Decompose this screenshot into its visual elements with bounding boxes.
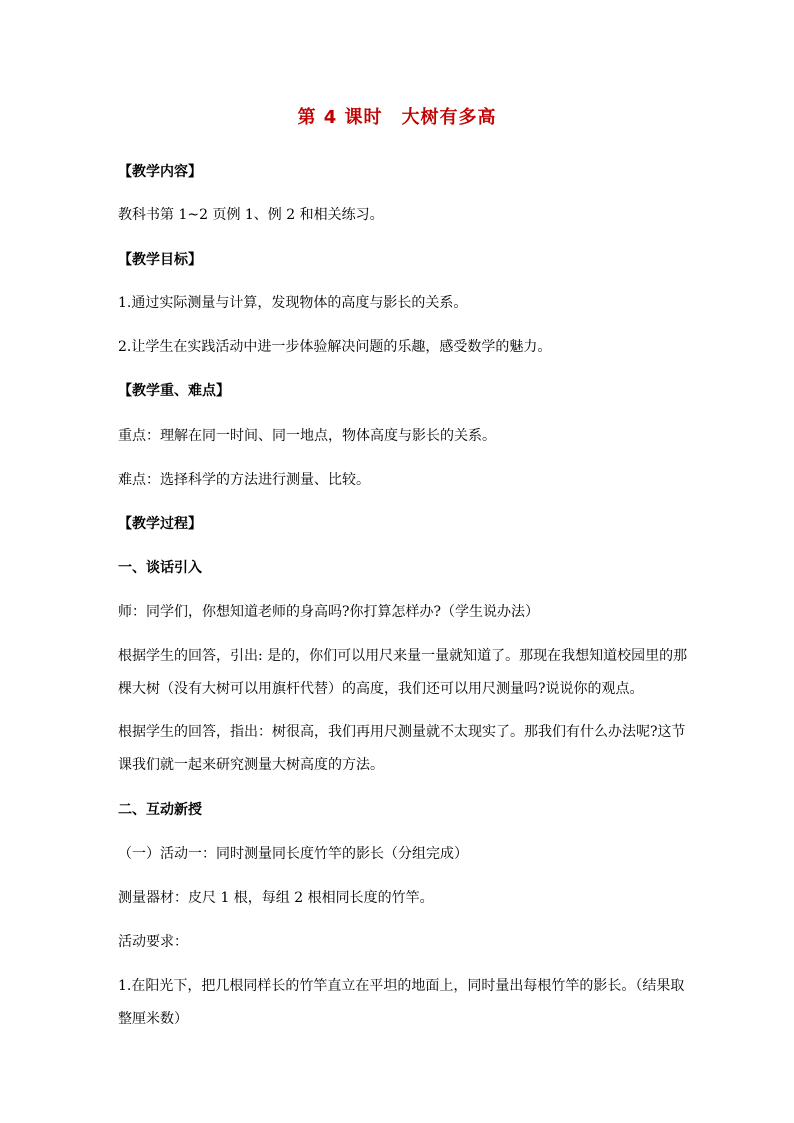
difficult-point: 难点：选择科学的方法进行测量、比较。 [118,472,370,488]
activity-heading: （一）活动一：同时测量同长度竹竿的影长（分组完成） [118,846,468,862]
goal-item-2: 2.让学生在实践活动中进一步体验解决问题的乐趣，感受数学的魅力。 [118,339,552,355]
intro-paragraph-2: 根据学生的回答，指出：树很高，我们再用尺测量就不太现实了。那我们有什么办法呢?这节课我们就一起来研究测量大树高度的方法。 [118,724,686,773]
content-text: 教科书第 1~2 页例 1、例 2 和相关练习。 [118,207,384,223]
equipment-text: 测量器材：皮尺 1 根，每组 2 根相同长度的竹竿。 [118,890,434,906]
section-heading-new: 二、互动新授 [118,802,202,818]
key-point: 重点：理解在同一时间、同一地点，物体高度与影长的关系。 [118,428,496,444]
content-heading: 【教学内容】 [118,164,202,180]
intro-paragraph-1: 根据学生的回答，引出: 是的，你们可以用尺来量一量就知道了。那现在我想知道校园里的那棵大树（没有大树可以用旗杆代替）的高度，我们还可以用尺测量吗?说说你的观点。 [118,648,688,697]
lesson-title: 第 4 课时 大树有多高 [297,107,497,128]
goal-item-1: 1.通过实际测量与计算，发现物体的高度与影长的关系。 [118,295,468,311]
teacher-dialog: 师：同学们，你想知道老师的身高吗?你打算怎样办?（学生说办法） [118,604,540,620]
goals-heading: 【教学目标】 [118,252,202,268]
requirement-item-1: 1.在阳光下，把几根同样长的竹竿直立在平坦的地面上，同时量出每根竹竿的影长。（结果取整厘米数） [118,978,685,1027]
key-points-heading: 【教学重、难点】 [118,383,230,399]
section-heading-intro: 一、谈话引入 [118,560,202,576]
process-heading: 【教学过程】 [118,516,202,532]
requirements-label: 活动要求： [118,934,188,950]
